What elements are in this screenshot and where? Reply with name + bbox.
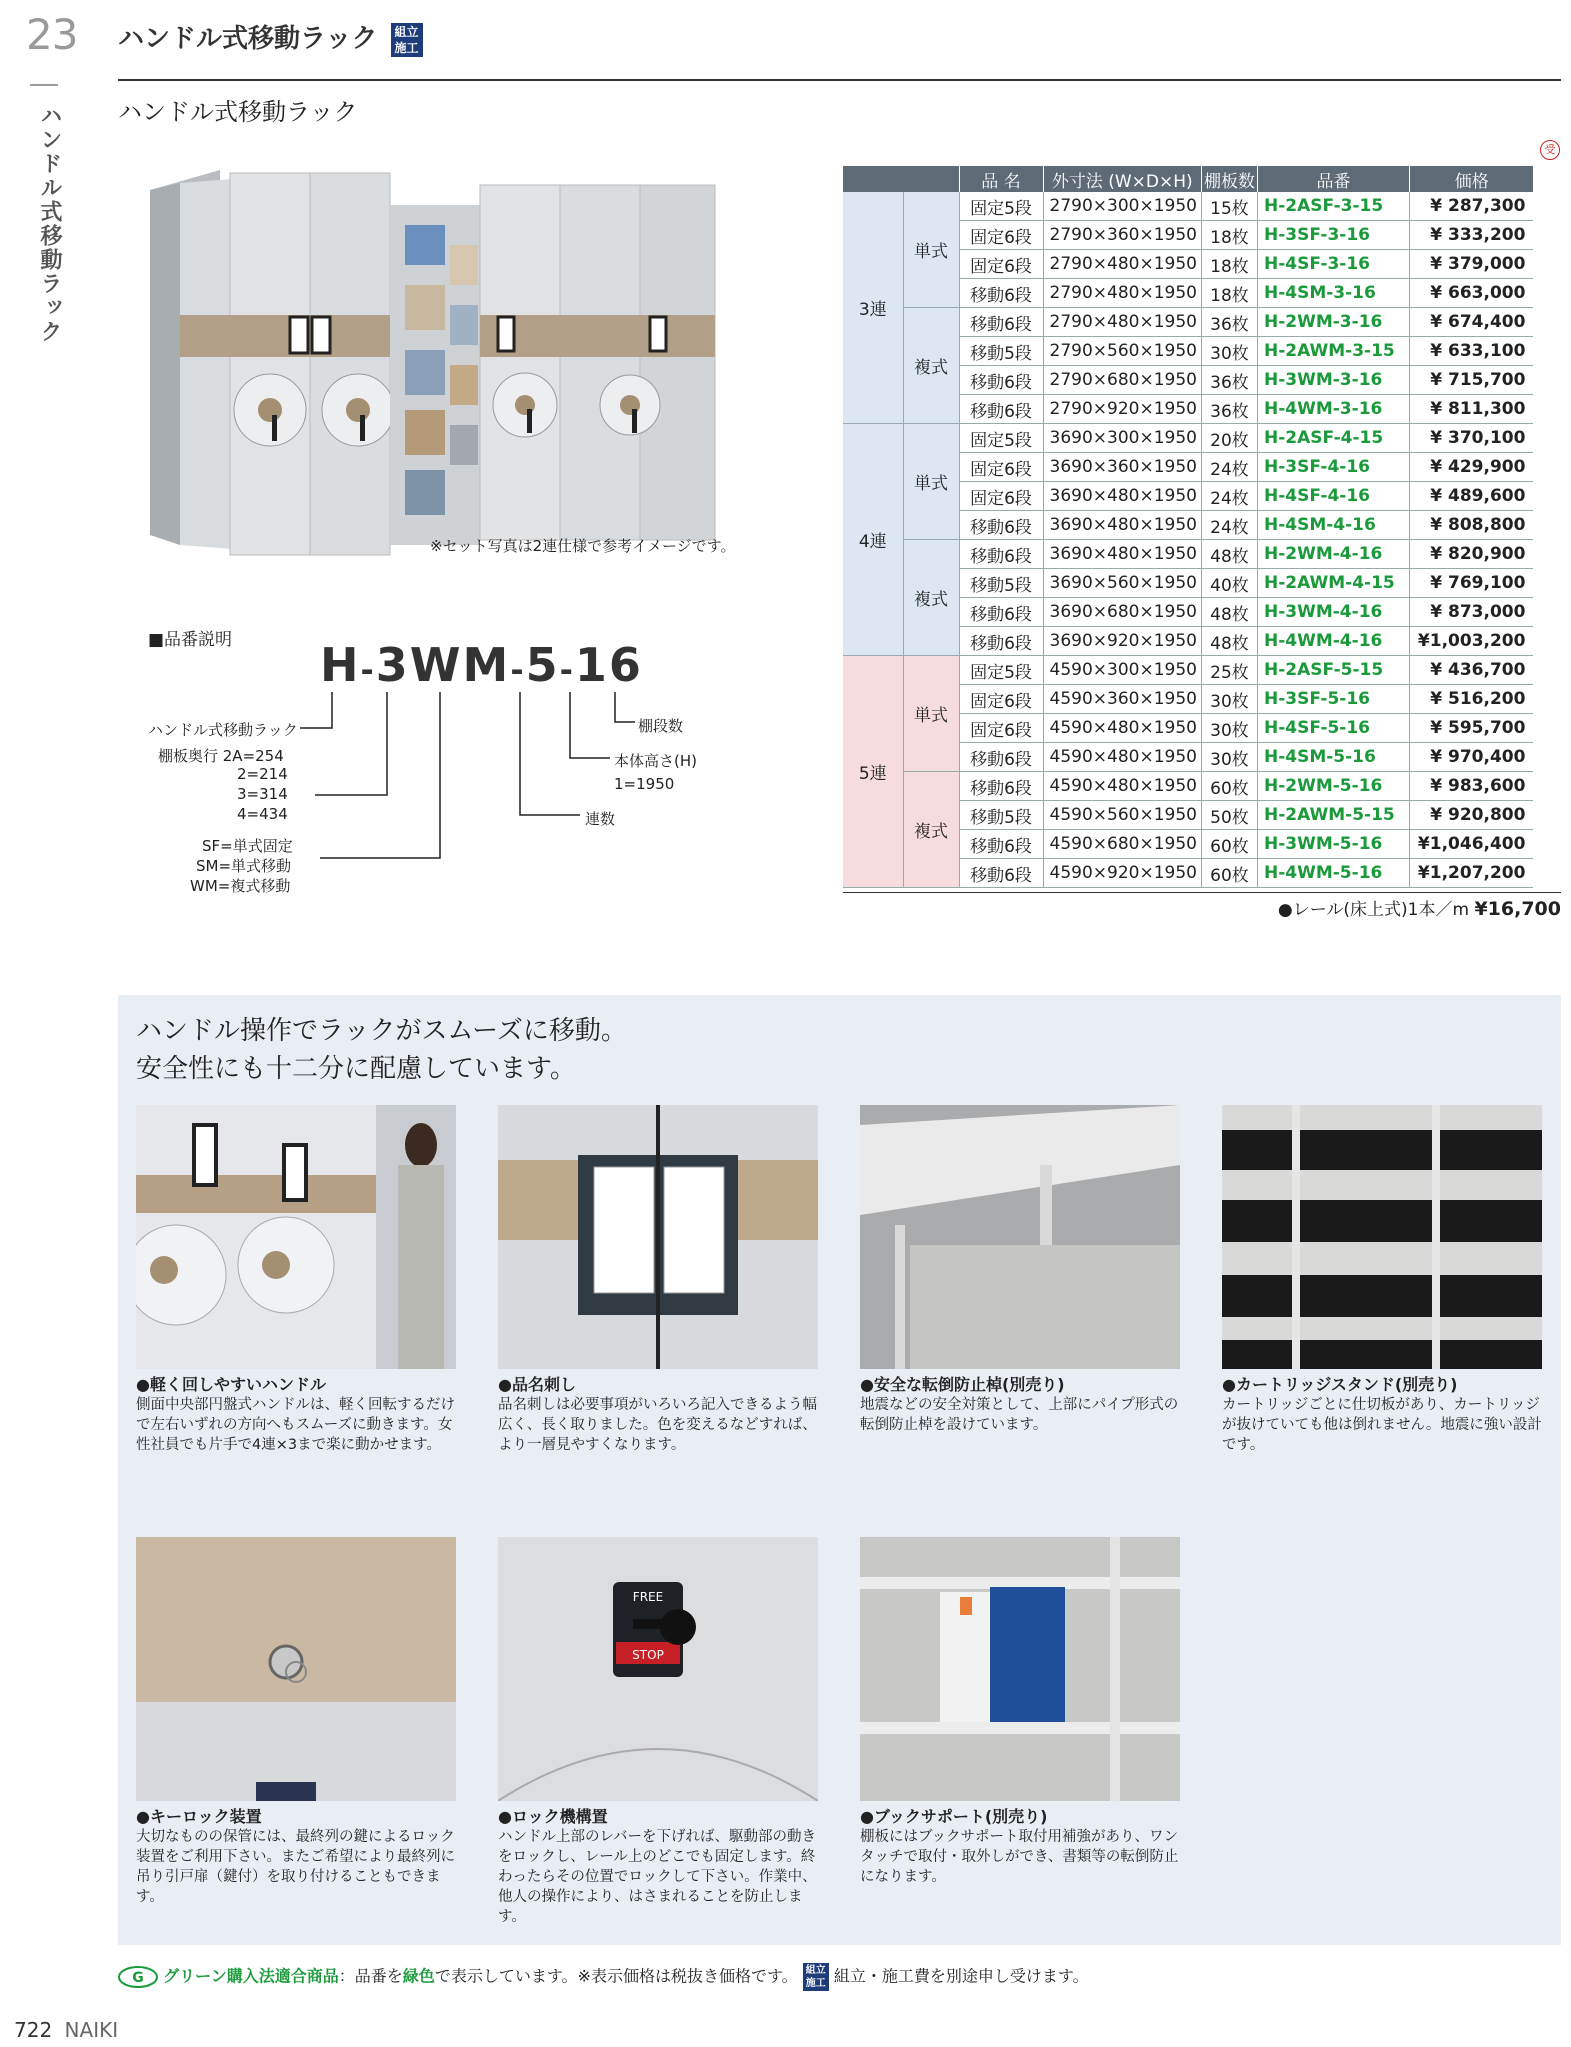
cell-name: 移動6段	[959, 830, 1043, 859]
cell-shelves: 30枚	[1201, 685, 1257, 714]
features-heading-line1: ハンドル操作でラックがスムーズに移動。	[136, 1016, 627, 1046]
green-text: ：品番を	[338, 1966, 403, 1986]
cell-code: H-3SF-3-16	[1257, 221, 1409, 250]
cell-code: H-2AWM-5-15	[1257, 801, 1409, 830]
subgroup-label: 複式	[903, 772, 959, 888]
cell-code: H-2AWM-3-15	[1257, 337, 1409, 366]
table-row	[843, 192, 1533, 221]
cell-shelves: 48枚	[1201, 627, 1257, 656]
cell-dimensions: 4590×920×1950	[1043, 859, 1201, 888]
cell-dimensions: 4590×480×1950	[1043, 714, 1201, 743]
cell-name: 移動6段	[959, 395, 1043, 424]
cell-shelves: 20枚	[1201, 424, 1257, 453]
footer-assembly-badge: 組立 施工	[803, 1963, 829, 1991]
table-row	[843, 656, 1533, 685]
chapter-divider	[30, 84, 58, 86]
feature-title-2: ●品名刺し	[498, 1375, 576, 1394]
label-depth-2: 2=214	[237, 765, 288, 783]
cell-dimensions: 2790×360×1950	[1043, 221, 1201, 250]
cell-code: H-4SF-4-16	[1257, 482, 1409, 511]
code-part: -	[360, 651, 376, 689]
rail-label: ●レール(床上式)1本／m	[1277, 900, 1470, 920]
cell-price: ¥ 674,400	[1409, 308, 1533, 337]
cell-name: 移動6段	[959, 743, 1043, 772]
cell-code: H-2WM-3-16	[1257, 308, 1409, 337]
feature-title-6: ●ロック機構置	[498, 1807, 608, 1826]
cell-dimensions: 3690×300×1950	[1043, 424, 1201, 453]
label-depth-4: 4=434	[237, 805, 288, 823]
cell-name: 移動6段	[959, 598, 1043, 627]
cell-name: 移動5段	[959, 801, 1043, 830]
cell-name: 移動6段	[959, 308, 1043, 337]
cell-name: 固定6段	[959, 453, 1043, 482]
cell-price: ¥ 715,700	[1409, 366, 1533, 395]
assembly-badge: 組立 施工	[391, 23, 423, 57]
label-wm: WM=複式移動	[190, 877, 291, 895]
cell-name: 固定6段	[959, 714, 1043, 743]
cell-shelves: 24枚	[1201, 453, 1257, 482]
product-photo	[140, 165, 730, 570]
cell-price: ¥ 769,100	[1409, 569, 1533, 598]
feature-caption-4	[1222, 1375, 1552, 1455]
feature-caption-2	[498, 1375, 828, 1455]
feature-caption-6	[498, 1807, 828, 1927]
brand-name: NAIKI	[64, 2018, 119, 2042]
cell-price: ¥ 820,900	[1409, 540, 1533, 569]
feature-caption-7	[860, 1807, 1190, 1887]
cell-shelves: 30枚	[1201, 337, 1257, 366]
cell-name: 移動5段	[959, 569, 1043, 598]
cell-dimensions: 2790×300×1950	[1043, 192, 1201, 221]
code-part: H	[320, 638, 361, 692]
spec-table	[843, 166, 1533, 888]
cell-code: H-2AWM-4-15	[1257, 569, 1409, 598]
cell-shelves: 36枚	[1201, 395, 1257, 424]
cell-shelves: 60枚	[1201, 772, 1257, 801]
header-blank	[843, 166, 959, 192]
cell-code: H-4WM-3-16	[1257, 395, 1409, 424]
cell-code: H-4SF-5-16	[1257, 714, 1409, 743]
cell-shelves: 36枚	[1201, 308, 1257, 337]
features-heading	[136, 1012, 627, 1088]
cell-dimensions: 3690×360×1950	[1043, 453, 1201, 482]
subgroup-label: 単式	[903, 424, 959, 540]
cell-code: H-3SF-4-16	[1257, 453, 1409, 482]
cell-shelves: 30枚	[1201, 714, 1257, 743]
page-number: 722	[14, 2018, 53, 2042]
cell-price: ¥ 873,000	[1409, 598, 1533, 627]
cell-dimensions: 3690×920×1950	[1043, 627, 1201, 656]
cell-shelves: 15枚	[1201, 192, 1257, 221]
cell-shelves: 24枚	[1201, 482, 1257, 511]
cell-shelves: 24枚	[1201, 511, 1257, 540]
cell-code: H-4SM-5-16	[1257, 743, 1409, 772]
feature-caption-5	[136, 1807, 466, 1907]
cell-name: 移動6段	[959, 279, 1043, 308]
cell-dimensions: 3690×480×1950	[1043, 511, 1201, 540]
cell-name: 移動6段	[959, 366, 1043, 395]
cell-dimensions: 3690×560×1950	[1043, 569, 1201, 598]
cell-price: ¥ 436,700	[1409, 656, 1533, 685]
cell-code: H-3WM-3-16	[1257, 366, 1409, 395]
cell-dimensions: 4590×680×1950	[1043, 830, 1201, 859]
cell-price: ¥ 970,400	[1409, 743, 1533, 772]
green-word: 緑色	[402, 1966, 435, 1986]
cell-shelves: 18枚	[1201, 250, 1257, 279]
header-rule	[118, 79, 1561, 81]
cell-price: ¥ 516,200	[1409, 685, 1533, 714]
table-row	[843, 308, 1533, 337]
feature-photo-nameplate	[498, 1105, 818, 1369]
header-shelves: 棚板数	[1201, 166, 1257, 192]
cell-shelves: 36枚	[1201, 366, 1257, 395]
cell-code: H-4WM-5-16	[1257, 859, 1409, 888]
feature-photo-lock-mechanism	[498, 1537, 818, 1801]
cell-price: ¥ 983,600	[1409, 772, 1533, 801]
cell-price: ¥1,046,400	[1409, 830, 1533, 859]
cell-dimensions: 2790×480×1950	[1043, 279, 1201, 308]
cell-price: ¥ 811,300	[1409, 395, 1533, 424]
cell-dimensions: 2790×680×1950	[1043, 366, 1201, 395]
cell-price: ¥ 663,000	[1409, 279, 1533, 308]
feature-text-5: 大切なものの保管には、最終列の鍵によるロック装置をご利用下さい。またご希望により最終列に吊り引戸扉（鍵付）を取り付けることもできます。	[136, 1829, 455, 1905]
feature-photo-handle	[136, 1105, 456, 1369]
feature-photo-anti-tip	[860, 1105, 1180, 1369]
subgroup-label: 単式	[903, 192, 959, 308]
cell-shelves: 18枚	[1201, 279, 1257, 308]
svg-text:G: G	[132, 1970, 144, 1986]
rail-price: ¥16,700	[1474, 898, 1561, 920]
cell-shelves: 48枚	[1201, 598, 1257, 627]
cell-dimensions: 2790×480×1950	[1043, 250, 1201, 279]
label-height: 本体高さ(H)	[614, 752, 697, 770]
group-label: 4連	[843, 424, 903, 656]
feature-title-3: ●安全な転倒防止棹(別売り)	[860, 1375, 1065, 1394]
cell-code: H-2WM-5-16	[1257, 772, 1409, 801]
feature-text-7: 棚板にはブックサポート取付用補強があり、ワンタッチで取付・取外しができ、書類等の転倒防止になります。	[860, 1829, 1179, 1885]
label-depth: 棚板奥行 2A=254	[158, 747, 284, 765]
cell-price: ¥ 429,900	[1409, 453, 1533, 482]
cell-name: 固定5段	[959, 424, 1043, 453]
table-row	[843, 540, 1533, 569]
label-height-value: 1=1950	[614, 775, 675, 793]
code-part: 16	[574, 638, 643, 692]
assembly-text: 組立・施工費を別途申し受けます。	[833, 1966, 1089, 1986]
green-purchase-icon	[118, 1966, 158, 1988]
page-title-text: ハンドル式移動ラック	[118, 24, 378, 54]
section-subtitle: ハンドル式移動ラック	[118, 98, 358, 126]
feature-text-3: 地震などの安全対策として、上部にパイプ形式の転倒防止棹を設けています。	[860, 1397, 1179, 1433]
feature-caption-1	[136, 1375, 466, 1455]
feature-title-1: ●軽く回しやすいハンドル	[136, 1375, 326, 1394]
feature-title-4: ●カートリッジスタンド(別売り)	[1222, 1375, 1458, 1394]
cell-dimensions: 2790×480×1950	[1043, 308, 1201, 337]
table-header-row	[843, 166, 1533, 192]
label-series: ハンドル式移動ラック	[148, 721, 298, 739]
cell-shelves: 18枚	[1201, 221, 1257, 250]
code-part: -	[559, 651, 575, 689]
label-shelves: 棚段数	[638, 717, 684, 735]
cell-price: ¥1,207,200	[1409, 859, 1533, 888]
cell-shelves: 30枚	[1201, 743, 1257, 772]
feature-photo-keylock	[136, 1537, 456, 1801]
cell-dimensions: 4590×560×1950	[1043, 801, 1201, 830]
subgroup-label: 単式	[903, 656, 959, 772]
cell-shelves: 25枚	[1201, 656, 1257, 685]
cell-dimensions: 2790×560×1950	[1043, 337, 1201, 366]
feature-title-5: ●キーロック装置	[136, 1807, 262, 1826]
page-title	[118, 18, 423, 57]
code-part: 5	[525, 638, 560, 692]
cell-code: H-4SM-3-16	[1257, 279, 1409, 308]
lock-free-label: FREE	[632, 1590, 664, 1604]
group-label: 5連	[843, 656, 903, 888]
cell-price: ¥ 595,700	[1409, 714, 1533, 743]
subgroup-label: 複式	[903, 308, 959, 424]
green-text-2: で表示しています。※表示価格は税抜き価格です。	[434, 1966, 798, 1986]
cell-code: H-2ASF-3-15	[1257, 192, 1409, 221]
cell-price: ¥ 379,000	[1409, 250, 1533, 279]
green-purchase-label: グリーン購入法適合商品	[163, 1966, 339, 1986]
header-name: 品 名	[959, 166, 1043, 192]
code-part: WM	[409, 638, 511, 692]
cell-name: 移動6段	[959, 859, 1043, 888]
cell-shelves: 48枚	[1201, 540, 1257, 569]
cell-name: 移動6段	[959, 540, 1043, 569]
feature-photo-book-support	[860, 1537, 1180, 1801]
cell-code: H-3WM-5-16	[1257, 830, 1409, 859]
cell-price: ¥ 370,100	[1409, 424, 1533, 453]
cell-dimensions: 4590×480×1950	[1043, 772, 1201, 801]
header-price: 価格	[1409, 166, 1533, 192]
feature-text-2: 品名刺しは必要事項がいろいろ記入できるよう幅広く、長く取りました。色を変えるなどすれば、より一層見やすくなります。	[498, 1397, 817, 1453]
cell-code: H-4SF-3-16	[1257, 250, 1409, 279]
label-units: 連数	[585, 810, 616, 828]
cell-dimensions: 2790×920×1950	[1043, 395, 1201, 424]
cell-name: 固定6段	[959, 685, 1043, 714]
cell-price: ¥1,003,200	[1409, 627, 1533, 656]
header-code: 品番	[1257, 166, 1409, 192]
cell-dimensions: 3690×480×1950	[1043, 540, 1201, 569]
vertical-section-title: ハンドル式移動ラック	[37, 104, 62, 344]
feature-text-4: カートリッジごとに仕切板があり、カートリッジが抜けていても他は倒れません。地震に強い設計です。	[1222, 1397, 1542, 1453]
photo-caption: ※セット写真は2連仕様で参考イメージです。	[430, 537, 736, 555]
cell-price: ¥ 333,200	[1409, 221, 1533, 250]
cell-price: ¥ 920,800	[1409, 801, 1533, 830]
feature-caption-3	[860, 1375, 1190, 1435]
cell-name: 固定6段	[959, 482, 1043, 511]
label-sf: SF=単式固定	[202, 837, 293, 855]
cell-name: 移動6段	[959, 511, 1043, 540]
cell-price: ¥ 808,800	[1409, 511, 1533, 540]
cell-dimensions: 4590×360×1950	[1043, 685, 1201, 714]
cell-code: H-4WM-4-16	[1257, 627, 1409, 656]
cell-code: H-2WM-4-16	[1257, 540, 1409, 569]
cell-name: 移動6段	[959, 772, 1043, 801]
code-part: 3	[375, 638, 410, 692]
label-sm: SM=単式移動	[196, 857, 292, 875]
cell-dimensions: 4590×300×1950	[1043, 656, 1201, 685]
cell-dimensions: 3690×480×1950	[1043, 482, 1201, 511]
cell-shelves: 60枚	[1201, 859, 1257, 888]
green-purchase-note	[118, 1963, 1089, 1991]
cell-price: ¥ 287,300	[1409, 192, 1533, 221]
features-heading-line2: 安全性にも十二分に配慮しています。	[136, 1054, 576, 1084]
cell-name: 固定6段	[959, 221, 1043, 250]
cell-name: 移動6段	[959, 627, 1043, 656]
lock-stop-label: STOP	[632, 1648, 664, 1662]
subgroup-label: 複式	[903, 540, 959, 656]
cell-code: H-3WM-4-16	[1257, 598, 1409, 627]
cell-code: H-2ASF-5-15	[1257, 656, 1409, 685]
cell-name: 移動5段	[959, 337, 1043, 366]
cell-dimensions: 4590×480×1950	[1043, 743, 1201, 772]
cell-code: H-4SM-4-16	[1257, 511, 1409, 540]
cell-name: 固定6段	[959, 250, 1043, 279]
cell-price: ¥ 633,100	[1409, 337, 1533, 366]
feature-photo-cartridge	[1222, 1105, 1542, 1369]
label-depth-3: 3=314	[237, 785, 288, 803]
cell-name: 固定5段	[959, 192, 1043, 221]
code-part: -	[510, 651, 526, 689]
header-dimensions: 外寸法 (W×D×H)	[1043, 166, 1201, 192]
cell-price: ¥ 489,600	[1409, 482, 1533, 511]
feature-text-1: 側面中央部円盤式ハンドルは、軽く回転するだけで左右いずれの方向へもスムーズに動きます。女性社員でも片手で4連×3まで楽に動かせます。	[136, 1397, 455, 1453]
cell-shelves: 60枚	[1201, 830, 1257, 859]
feature-text-6: ハンドル上部のレバーを下げれば、駆動部の動きをロックし、レール上のどこでも固定します。終わったらその位置でロックして下さい。作業中、他人の操作により、はさまれることを防止します。	[498, 1829, 817, 1925]
code-heading: ■品番説明	[148, 630, 233, 650]
table-row	[843, 424, 1533, 453]
rail-price-line	[843, 892, 1561, 920]
page-footer	[14, 2018, 118, 2042]
chapter-number: 23	[26, 10, 78, 59]
code-example	[320, 638, 643, 692]
cell-code: H-3SF-5-16	[1257, 685, 1409, 714]
cell-shelves: 40枚	[1201, 569, 1257, 598]
table-row	[843, 772, 1533, 801]
cell-dimensions: 3690×680×1950	[1043, 598, 1201, 627]
made-to-order-mark: 受	[1540, 140, 1560, 160]
cell-code: H-2ASF-4-15	[1257, 424, 1409, 453]
cell-name: 固定5段	[959, 656, 1043, 685]
cell-shelves: 50枚	[1201, 801, 1257, 830]
feature-title-7: ●ブックサポート(別売り)	[860, 1807, 1048, 1826]
group-label: 3連	[843, 192, 903, 424]
